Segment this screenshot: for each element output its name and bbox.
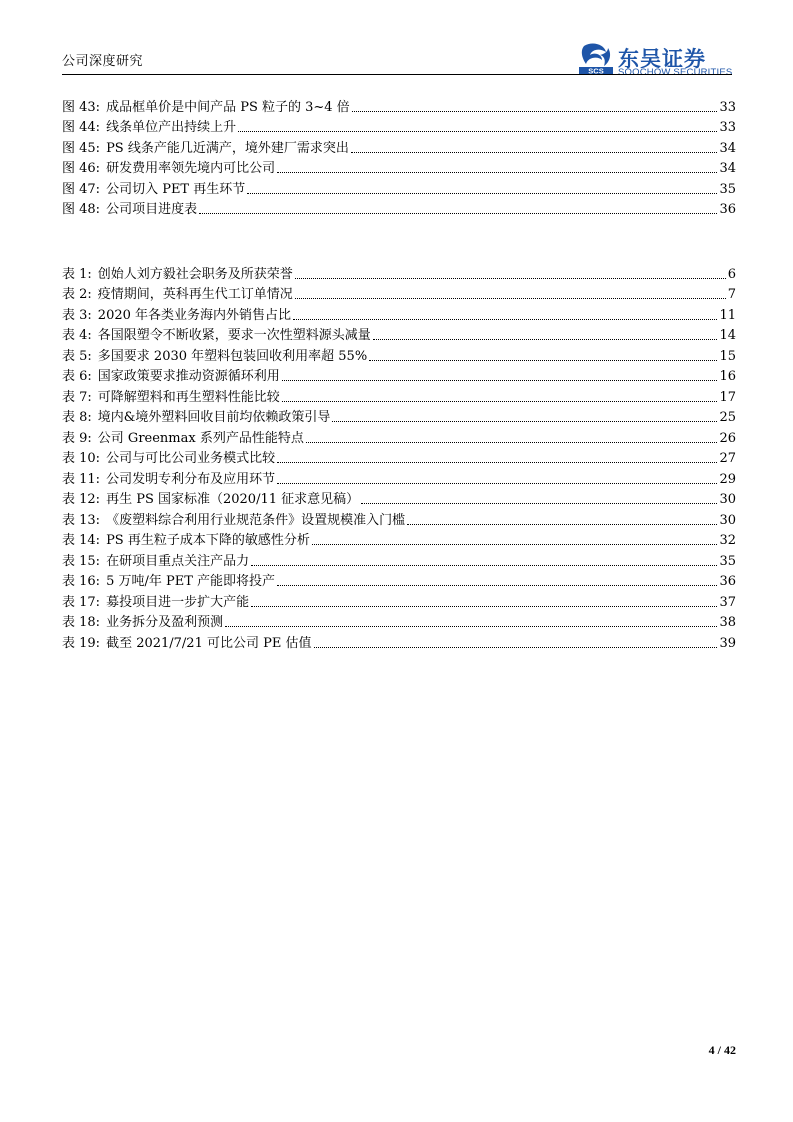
toc-dot-leader — [251, 606, 717, 607]
toc-entry-number: 表 3: — [62, 307, 92, 323]
toc-entry-figure[interactable] — [62, 95, 736, 116]
toc-dot-leader — [373, 339, 718, 340]
toc-dot-leader — [277, 483, 717, 484]
toc-dot-leader — [312, 544, 718, 545]
toc-dot-leader — [306, 442, 718, 443]
toc-entry-title: 2020 年各类业务海内外销售占比 — [97, 307, 292, 323]
toc-entry-table[interactable] — [62, 488, 736, 509]
toc-entry-page: 36 — [719, 202, 736, 217]
toc-entry-table[interactable] — [62, 570, 736, 591]
toc-entry-title: 截至 2021/7/21 可比公司 PE 估值 — [106, 635, 312, 651]
toc-entry-title: 公司与可比公司业务模式比较 — [106, 451, 276, 466]
toc-entry-page: 33 — [719, 99, 736, 115]
toc-entry-page: 27 — [719, 451, 736, 466]
toc-entry-page: 6 — [727, 266, 736, 282]
toc-entry-title: 创始人刘方毅社会职务及所获荣誉 — [97, 266, 293, 282]
toc-entry-page: 30 — [719, 492, 736, 507]
toc-entry-number: 图 43: — [62, 99, 101, 115]
toc-dot-leader — [407, 524, 717, 525]
toc-entry-title: 公司发明专利分布及应用环节 — [106, 471, 276, 487]
toc-entry-number: 图 45: — [62, 140, 101, 156]
toc-entry-page: 11 — [719, 307, 736, 323]
toc-entry-title: 境内&境外塑料回收目前均依赖政策引导 — [97, 410, 331, 425]
toc-entry-page: 16 — [719, 369, 736, 384]
toc-entry-title: 线条单位产出持续上升 — [106, 120, 237, 135]
toc-entry-number: 表 11: — [62, 471, 101, 487]
logo-mark-text: SCS — [588, 66, 604, 76]
toc-entry-page: 38 — [719, 615, 736, 630]
toc-entry-title: 疫情期间，英科再生代工订单情况 — [97, 287, 293, 302]
toc-entry-number: 图 44: — [62, 120, 101, 135]
toc-entry-title: 研发费用率领先境内可比公司 — [106, 161, 276, 176]
toc-entry-number: 表 16: — [62, 574, 101, 589]
toc-entry-page: 39 — [719, 635, 736, 651]
toc-entry-title: 再生 PS 国家标准（2020/11 征求意见稿） — [106, 492, 360, 507]
toc-dot-leader — [295, 298, 726, 299]
toc-dot-leader — [369, 360, 717, 361]
toc-entry-table[interactable] — [62, 344, 736, 365]
toc-entry-page: 17 — [719, 389, 736, 405]
toc-entry-number: 表 5: — [62, 348, 92, 364]
toc-dot-leader — [293, 319, 717, 320]
toc-entry-table[interactable] — [62, 365, 736, 386]
toc-entry-table[interactable] — [62, 303, 736, 324]
toc-dot-leader — [282, 380, 718, 381]
toc-entry-number: 表 1: — [62, 266, 92, 282]
toc-entry-page: 26 — [719, 430, 736, 446]
toc-entry-number: 图 48: — [62, 202, 101, 217]
toc-dot-leader — [282, 401, 718, 402]
toc-entry-table[interactable] — [62, 467, 736, 488]
toc-entry-number: 图 46: — [62, 161, 101, 176]
toc-entry-table[interactable] — [62, 324, 736, 345]
toc-entry-page: 25 — [719, 410, 736, 425]
toc-entry-title: 各国限塑令不断收紧，要求一次性塑料源头减量 — [97, 328, 371, 343]
toc-entry-figure[interactable] — [62, 157, 736, 178]
toc-dot-leader — [314, 647, 718, 648]
toc-entry-title: 可降解塑料和再生塑料性能比较 — [97, 389, 280, 405]
toc-entry-number: 表 2: — [62, 287, 92, 302]
toc-entry-page: 14 — [719, 328, 736, 343]
toc-entry-title: 国家政策要求推动资源循环利用 — [97, 369, 280, 384]
toc-entry-table[interactable] — [62, 406, 736, 427]
logo-chinese-name: 东吴证券 — [618, 47, 706, 71]
toc-entry-title: 业务拆分及盈利预测 — [106, 615, 224, 630]
toc-entry-page: 35 — [719, 181, 736, 197]
toc-entry-table[interactable] — [62, 611, 736, 632]
toc-entry-page: 7 — [727, 287, 736, 302]
toc-entry-number: 表 8: — [62, 410, 92, 425]
toc-entry-page: 36 — [719, 574, 736, 589]
toc-entry-number: 表 19: — [62, 635, 101, 651]
document-section-title: 公司深度研究 — [62, 54, 144, 69]
toc-entry-page: 32 — [719, 533, 736, 548]
logo-english-name: SOOCHOW SECURITIES — [618, 67, 733, 78]
toc-entry-table[interactable] — [62, 262, 736, 283]
toc-entry-number: 表 4: — [62, 328, 92, 343]
toc-entry-figure[interactable] — [62, 116, 736, 137]
toc-entry-figure[interactable] — [62, 177, 736, 198]
toc-dot-leader — [351, 152, 718, 153]
toc-entry-page: 34 — [719, 161, 736, 176]
toc-entry-table[interactable] — [62, 529, 736, 550]
toc-entry-page: 34 — [719, 140, 736, 156]
toc-dot-leader — [251, 565, 717, 566]
toc-entry-title: PS 再生粒子成本下降的敏感性分析 — [106, 533, 310, 548]
toc-entry-number: 表 18: — [62, 615, 101, 630]
toc-entry-figure[interactable] — [62, 198, 736, 219]
toc-entry-number: 表 14: — [62, 533, 101, 548]
toc-entry-table[interactable] — [62, 590, 736, 611]
toc-entry-figure[interactable] — [62, 136, 736, 157]
toc-dot-leader — [295, 278, 726, 279]
toc-dot-leader — [332, 421, 717, 422]
toc-entry-number: 图 47: — [62, 181, 101, 197]
toc-entry-title: PS 线条产能几近满产，境外建厂需求突出 — [106, 140, 349, 156]
toc-entry-table[interactable] — [62, 283, 736, 304]
toc-entry-title: 公司项目进度表 — [106, 202, 198, 217]
table-list — [62, 262, 736, 652]
toc-entry-number: 表 6: — [62, 369, 92, 384]
toc-entry-number: 表 9: — [62, 430, 92, 446]
toc-entry-table[interactable] — [62, 508, 736, 529]
toc-entry-number: 表 15: — [62, 553, 101, 569]
toc-dot-leader — [277, 462, 717, 463]
header-divider — [62, 74, 732, 75]
page-number: 4 / 42 — [708, 1043, 736, 1057]
toc-entry-page: 35 — [719, 553, 736, 569]
toc-dot-leader — [199, 213, 717, 214]
toc-entry-title: 《废塑料综合利用行业规范条件》设置规模准入门槛 — [106, 512, 406, 528]
toc-entry-table[interactable] — [62, 426, 736, 447]
toc-dot-leader — [361, 503, 717, 504]
toc-entry-title: 公司 Greenmax 系列产品性能特点 — [97, 430, 304, 446]
soochow-logo-icon — [578, 42, 614, 76]
toc-entry-table[interactable] — [62, 385, 736, 406]
toc-entry-number: 表 7: — [62, 389, 92, 405]
toc-entry-title: 多国要求 2030 年塑料包装回收利用率超 55% — [97, 348, 368, 364]
toc-dot-leader — [238, 131, 717, 132]
toc-entry-table[interactable] — [62, 549, 736, 570]
toc-entry-number: 表 17: — [62, 594, 101, 610]
toc-entry-title: 在研项目重点关注产品力 — [106, 553, 250, 569]
toc-entry-title: 募投项目进一步扩大产能 — [106, 594, 250, 610]
toc-entry-page: 37 — [719, 594, 736, 610]
toc-dot-leader — [247, 193, 717, 194]
toc-entry-page: 15 — [719, 348, 736, 364]
toc-entry-page: 33 — [719, 120, 736, 135]
toc-dot-leader — [277, 172, 717, 173]
figure-list — [62, 95, 736, 218]
toc-entry-number: 表 10: — [62, 451, 101, 466]
toc-dot-leader — [277, 585, 717, 586]
toc-dot-leader — [225, 626, 717, 627]
toc-entry-title: 成品框单价是中间产品 PS 粒子的 3~4 倍 — [106, 99, 350, 115]
toc-entry-page: 30 — [719, 512, 736, 528]
toc-dot-leader — [352, 111, 718, 112]
toc-entry-table[interactable] — [62, 447, 736, 468]
toc-entry-title: 公司切入 PET 再生环节 — [106, 181, 246, 197]
toc-entry-table[interactable] — [62, 631, 736, 652]
toc-entry-number: 表 13: — [62, 512, 101, 528]
toc-entry-number: 表 12: — [62, 492, 101, 507]
toc-entry-page: 29 — [719, 471, 736, 487]
toc-entry-title: 5 万吨/年 PET 产能即将投产 — [106, 574, 276, 589]
